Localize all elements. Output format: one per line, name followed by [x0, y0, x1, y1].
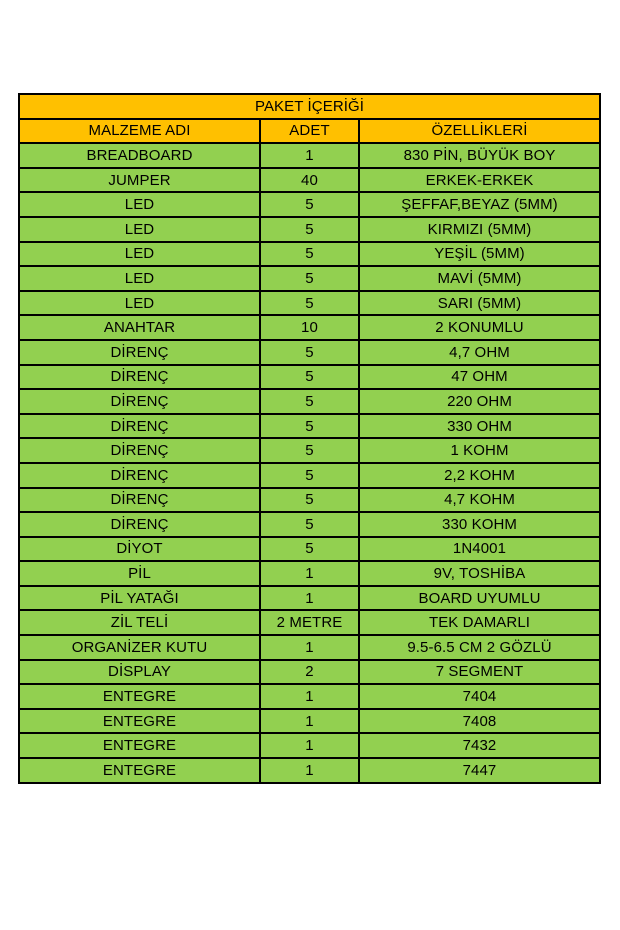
cell-specs: TEK DAMARLI	[359, 610, 600, 635]
cell-specs: 9.5-6.5 CM 2 GÖZLÜ	[359, 635, 600, 660]
cell-specs: 330 OHM	[359, 414, 600, 439]
cell-count: 1	[260, 733, 359, 758]
table-row	[19, 488, 600, 513]
cell-count: 5	[260, 438, 359, 463]
table-row	[19, 266, 600, 291]
cell-specs: 7447	[359, 758, 600, 783]
cell-count: 40	[260, 168, 359, 193]
cell-count: 5	[260, 192, 359, 217]
cell-count: 10	[260, 315, 359, 340]
cell-material-name: ZİL TELİ	[19, 610, 260, 635]
table-row	[19, 537, 600, 562]
cell-specs: MAVİ (5MM)	[359, 266, 600, 291]
cell-material-name: PİL YATAĞI	[19, 586, 260, 611]
cell-specs: 7404	[359, 684, 600, 709]
cell-count: 2 METRE	[260, 610, 359, 635]
cell-specs: 7432	[359, 733, 600, 758]
table-row	[19, 340, 600, 365]
column-header-name: MALZEME ADI	[19, 119, 260, 144]
table-row	[19, 610, 600, 635]
cell-count: 1	[260, 709, 359, 734]
column-header-specs: ÖZELLİKLERİ	[359, 119, 600, 144]
cell-specs: 4,7 OHM	[359, 340, 600, 365]
cell-count: 1	[260, 758, 359, 783]
cell-material-name: DİSPLAY	[19, 660, 260, 685]
cell-specs: 330 KOHM	[359, 512, 600, 537]
cell-count: 1	[260, 635, 359, 660]
cell-count: 1	[260, 684, 359, 709]
cell-material-name: PİL	[19, 561, 260, 586]
cell-material-name: LED	[19, 217, 260, 242]
table-row	[19, 463, 600, 488]
cell-material-name: BREADBOARD	[19, 143, 260, 168]
cell-specs: YEŞİL (5MM)	[359, 242, 600, 267]
cell-material-name: DİRENÇ	[19, 512, 260, 537]
table-row	[19, 242, 600, 267]
cell-material-name: ORGANİZER KUTU	[19, 635, 260, 660]
cell-material-name: DİRENÇ	[19, 340, 260, 365]
cell-specs: 47 OHM	[359, 365, 600, 390]
column-header-count: ADET	[260, 119, 359, 144]
cell-specs: SARI (5MM)	[359, 291, 600, 316]
cell-count: 5	[260, 217, 359, 242]
cell-material-name: ENTEGRE	[19, 733, 260, 758]
table-row	[19, 660, 600, 685]
table-row	[19, 635, 600, 660]
cell-count: 5	[260, 389, 359, 414]
table-row	[19, 758, 600, 783]
cell-count: 2	[260, 660, 359, 685]
table-row	[19, 389, 600, 414]
cell-specs: 9V, TOSHİBA	[359, 561, 600, 586]
cell-count: 5	[260, 266, 359, 291]
table-row	[19, 365, 600, 390]
table-row	[19, 291, 600, 316]
table-row	[19, 733, 600, 758]
cell-material-name: ENTEGRE	[19, 684, 260, 709]
cell-material-name: JUMPER	[19, 168, 260, 193]
cell-specs: KIRMIZI (5MM)	[359, 217, 600, 242]
cell-specs: 4,7 KOHM	[359, 488, 600, 513]
table-row	[19, 438, 600, 463]
table-row	[19, 315, 600, 340]
cell-specs: 7408	[359, 709, 600, 734]
cell-specs: 220 OHM	[359, 389, 600, 414]
cell-material-name: ENTEGRE	[19, 709, 260, 734]
cell-count: 5	[260, 365, 359, 390]
cell-count: 5	[260, 291, 359, 316]
cell-specs: ERKEK-ERKEK	[359, 168, 600, 193]
cell-count: 5	[260, 242, 359, 267]
cell-count: 5	[260, 537, 359, 562]
cell-material-name: DİRENÇ	[19, 463, 260, 488]
cell-count: 5	[260, 512, 359, 537]
cell-count: 5	[260, 340, 359, 365]
cell-material-name: DİRENÇ	[19, 414, 260, 439]
table-row	[19, 684, 600, 709]
cell-specs: 2 KONUMLU	[359, 315, 600, 340]
cell-material-name: DİRENÇ	[19, 365, 260, 390]
cell-material-name: LED	[19, 242, 260, 267]
table-row	[19, 512, 600, 537]
package-contents-body	[19, 94, 600, 783]
table-row	[19, 168, 600, 193]
cell-count: 5	[260, 463, 359, 488]
cell-count: 1	[260, 586, 359, 611]
cell-material-name: DİRENÇ	[19, 389, 260, 414]
cell-material-name: ANAHTAR	[19, 315, 260, 340]
cell-count: 1	[260, 143, 359, 168]
table-row	[19, 217, 600, 242]
cell-material-name: LED	[19, 266, 260, 291]
cell-material-name: DİRENÇ	[19, 488, 260, 513]
table-title: PAKET İÇERİĞİ	[19, 94, 600, 119]
table-title-row	[19, 94, 600, 119]
cell-specs: BOARD UYUMLU	[359, 586, 600, 611]
table-row	[19, 143, 600, 168]
cell-material-name: DİRENÇ	[19, 438, 260, 463]
table-row	[19, 414, 600, 439]
cell-specs: 2,2 KOHM	[359, 463, 600, 488]
table-header-row	[19, 119, 600, 144]
cell-specs: 1N4001	[359, 537, 600, 562]
cell-material-name: DİYOT	[19, 537, 260, 562]
package-contents-table	[18, 93, 601, 784]
cell-material-name: LED	[19, 192, 260, 217]
cell-count: 1	[260, 561, 359, 586]
cell-specs: 1 KOHM	[359, 438, 600, 463]
cell-count: 5	[260, 414, 359, 439]
cell-specs: 830 PİN, BÜYÜK BOY	[359, 143, 600, 168]
cell-material-name: ENTEGRE	[19, 758, 260, 783]
cell-specs: 7 SEGMENT	[359, 660, 600, 685]
cell-count: 5	[260, 488, 359, 513]
cell-specs: ŞEFFAF,BEYAZ (5MM)	[359, 192, 600, 217]
table-row	[19, 192, 600, 217]
table-row	[19, 561, 600, 586]
table-row	[19, 586, 600, 611]
table-row	[19, 709, 600, 734]
cell-material-name: LED	[19, 291, 260, 316]
